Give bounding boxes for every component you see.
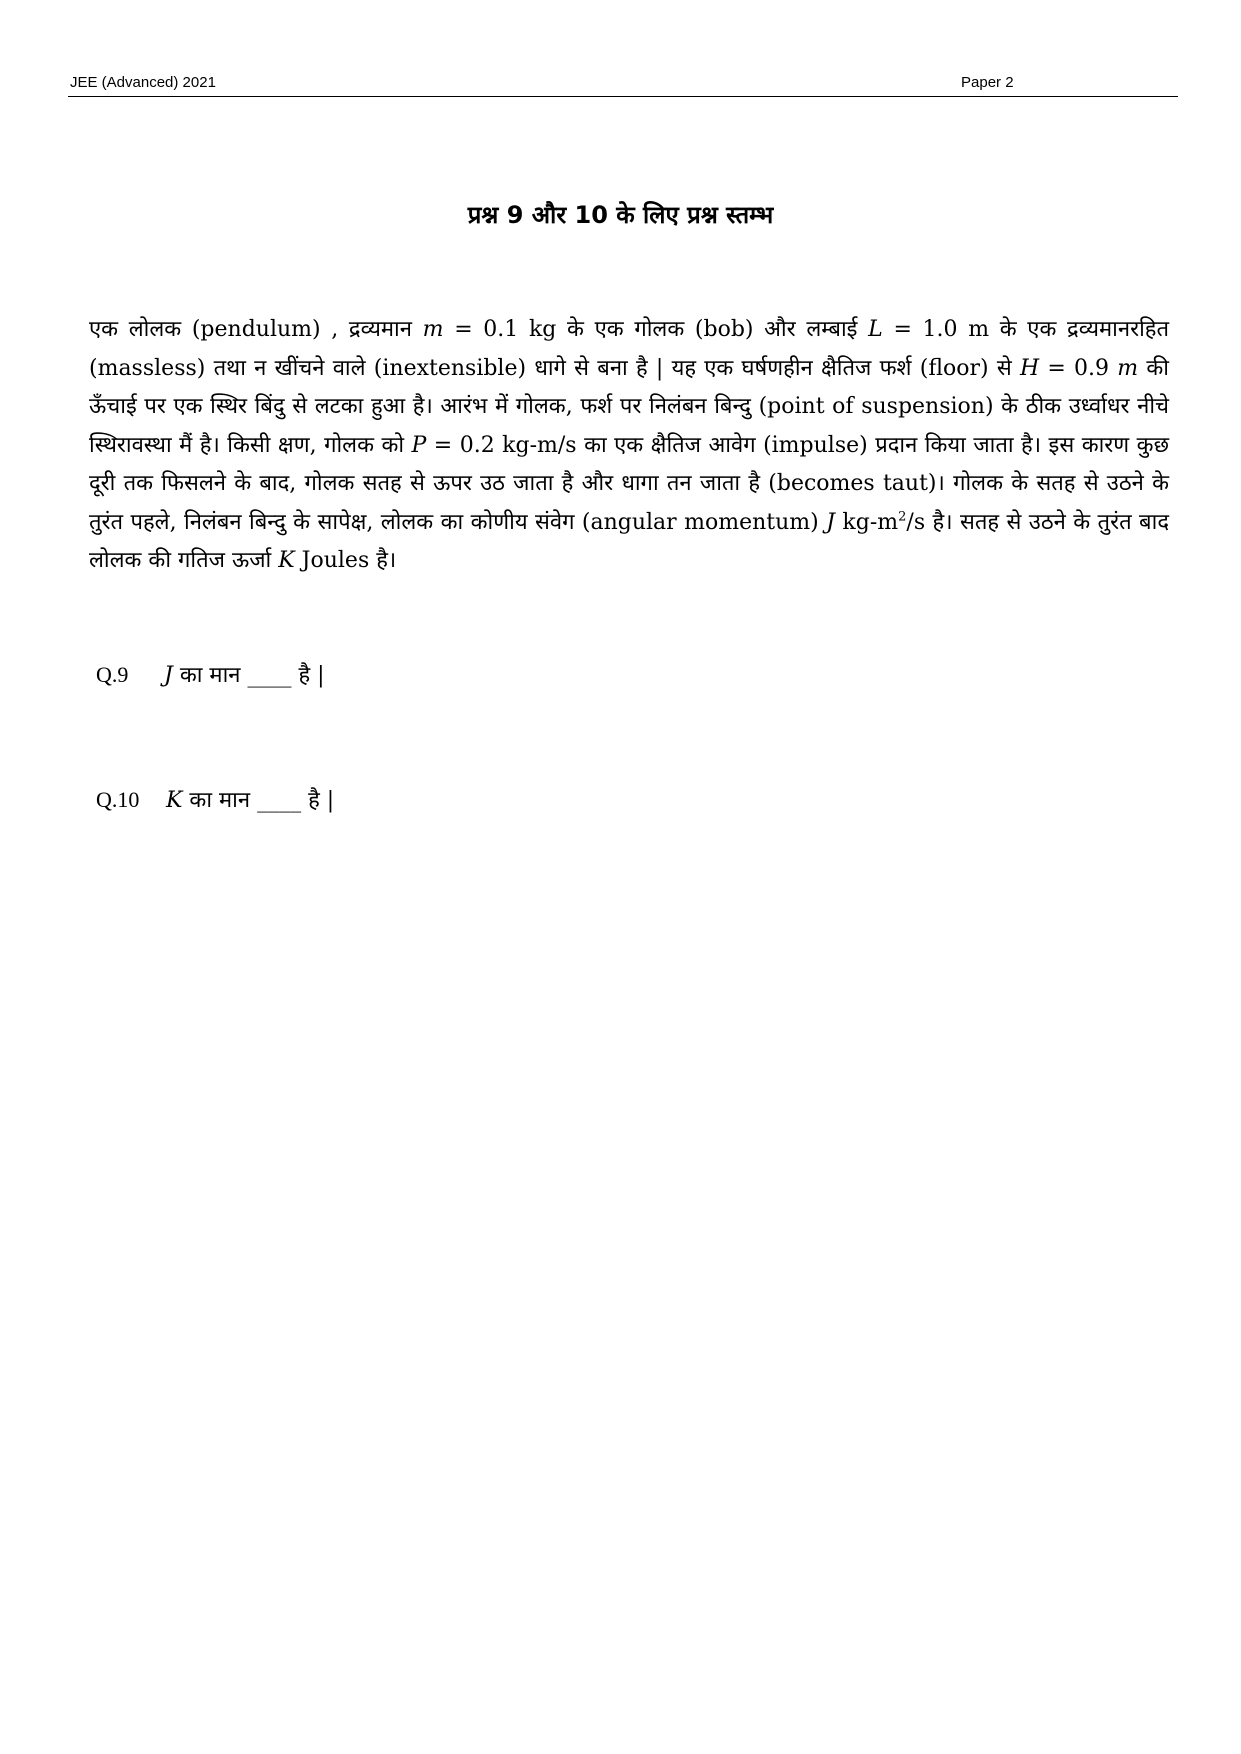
variable-H: H	[1019, 355, 1040, 381]
passage-text: Joules है।	[294, 548, 397, 573]
page-header	[68, 72, 1178, 97]
paper-label: Paper 2	[961, 74, 1014, 91]
superscript-2: 2	[898, 509, 907, 525]
variable-K: K	[278, 548, 295, 573]
question-variable: J	[164, 663, 173, 688]
question-variable: K	[166, 788, 183, 813]
passage-text: /s है। सतह से उठने के तुरंत बाद लोलक की गतिज ऊर्जा	[89, 509, 1170, 573]
section-title: प्रश्न 9 और 10 के लिए प्रश्न स्तम्भ	[467, 201, 774, 229]
variable-P: P	[411, 432, 427, 458]
variable-J: J	[826, 509, 835, 535]
question-body: का मान ____ है |	[172, 663, 325, 688]
question-number: Q.9	[96, 662, 129, 687]
variable-m: m	[422, 317, 444, 342]
question-number: Q.10	[96, 787, 140, 812]
passage-text: = 0.9	[1039, 355, 1118, 381]
passage-text: = 0.1 kg के एक गोलक (bob) और लम्बाई	[443, 317, 869, 342]
passage-text: kg-m	[834, 509, 899, 535]
passage-text: = 0.2 kg-m/s का एक क्षैतिज आवेग (impulse) प्रदान किया जाता है। इस कारण कुछ दूरी तक फिसलने के बाद, गोलक सतह से ऊपर उठ जाता है और धागा तन जाता है (becomes taut)। गोलक के सतह से उठने के तुरंत पहले, निलंबन बिन्दु के सापेक्ष, लोलक का कोणीय संवेग (angular momentum)	[89, 432, 1169, 535]
unit-m: m	[1117, 355, 1139, 381]
question-text	[164, 659, 325, 689]
question-passage	[89, 311, 1169, 581]
exam-name: JEE (Advanced) 2021	[70, 74, 216, 91]
question-9	[96, 659, 325, 689]
variable-L: L	[868, 317, 883, 342]
question-body: का मान ____ है |	[182, 788, 335, 813]
passage-text: की ऊँचाई पर एक स्थिर बिंदु से लटका हुआ है। आरंभ में गोलक, फर्श पर निलंबन बिन्दु (point of suspension) के ठीक उर्ध्वाधर नीचे स्थिरावस्था मैं है। किसी क्षण, गोलक को	[89, 355, 1169, 458]
question-10	[96, 784, 334, 814]
passage-text: = 1.0 m के एक द्रव्यमानरहित (massless) तथा न खींचने वाले (inextensible) धागे से बना है | यह एक घर्षणहीन क्षैतिज फर्श (floor) से	[89, 317, 1169, 381]
passage-text: एक लोलक (pendulum) , द्रव्यमान	[89, 317, 423, 342]
question-text	[166, 784, 334, 814]
